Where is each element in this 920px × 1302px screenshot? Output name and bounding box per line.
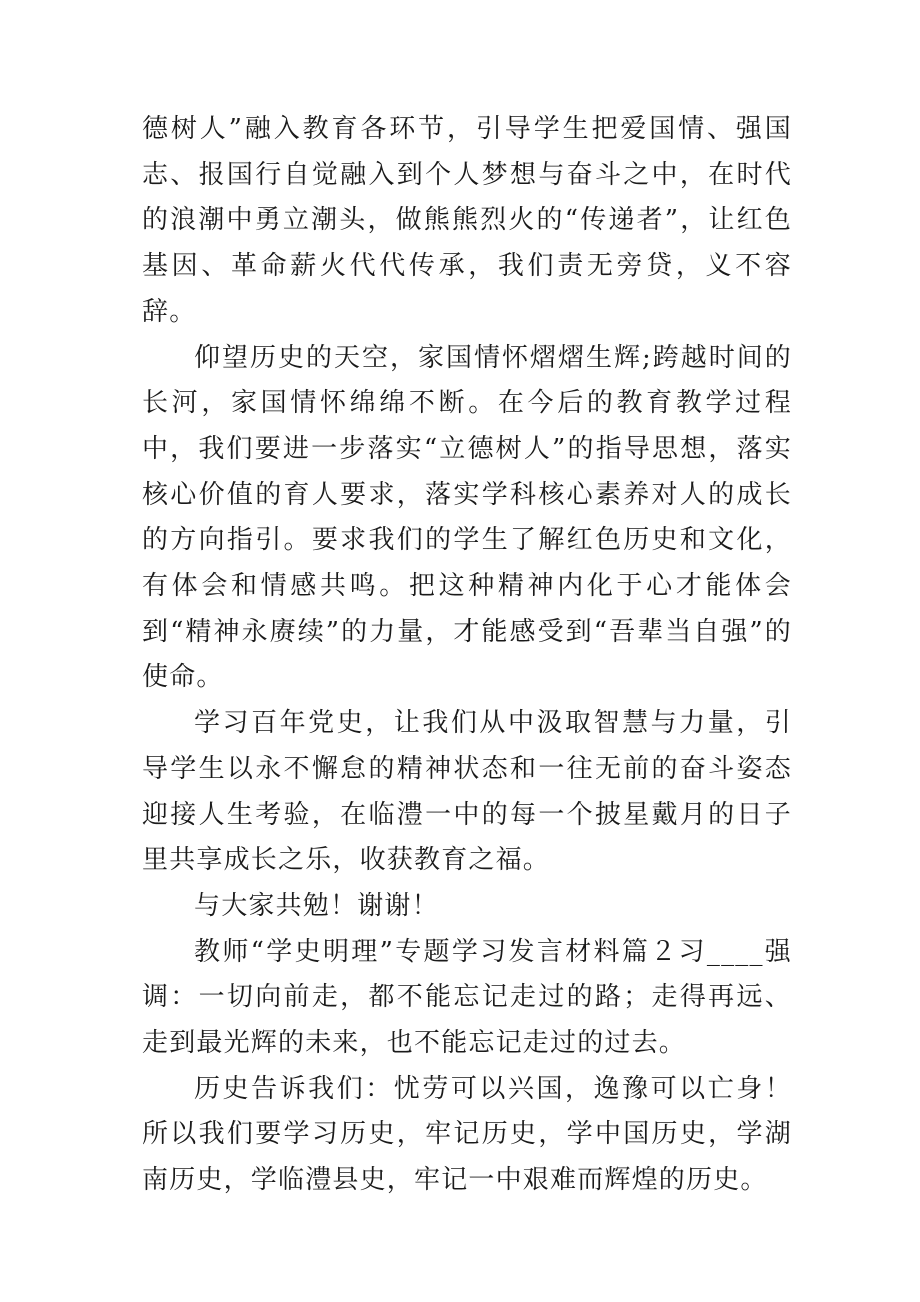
- document-body: [142, 107, 792, 1204]
- paragraph-5: 教师“学史明理”专题学习发言材料篇２习____强调：一切向前走，都不能忘记走过的路；走得再远、走到最光辉的未来，也不能忘记走过的过去。: [142, 936, 792, 1059]
- paragraph-1: 德树人”融入教育各环节，引导学生把爱国情、强国志、报国行自觉融入到个人梦想与奋斗之中，在时代的浪潮中勇立潮头，做熊熊烈火的“传递者”，让红色基因、革命薪火代代传承，我们责无旁贷，义不容辞。: [142, 114, 792, 327]
- paragraph-4: 与大家共勉！谢谢！: [194, 890, 439, 921]
- paragraph-3: 学习百年党史，让我们从中汲取智慧与力量，引导学生以永不懈怠的精神状态和一往无前的奋斗姿态迎接人生考验，在临澧一中的每一个披星戴月的日子里共享成长之乐，收获教育之福。: [142, 708, 792, 876]
- paragraph-6: 历史告诉我们：忧劳可以兴国，逸豫可以亡身！所以我们要学习历史，牢记历史，学中国历史，学湖南历史，学临澧县史，牢记一中艰难而辉煌的历史。: [142, 1073, 792, 1196]
- paragraph-2: 仰望历史的天空，家国情怀熠熠生辉;跨越时间的长河，家国情怀绵绵不断。在今后的教育教学过程中，我们要进一步落实“立德树人”的指导思想，落实核心价值的育人要求，落实学科核心素养对人的成长的方向指引。要求我们的学生了解红色历史和文化，有体会和情感共鸣。把这种精神内化于心才能体会到“精神永赓续”的力量，才能感受到“吾辈当自强”的使命。: [142, 342, 792, 693]
